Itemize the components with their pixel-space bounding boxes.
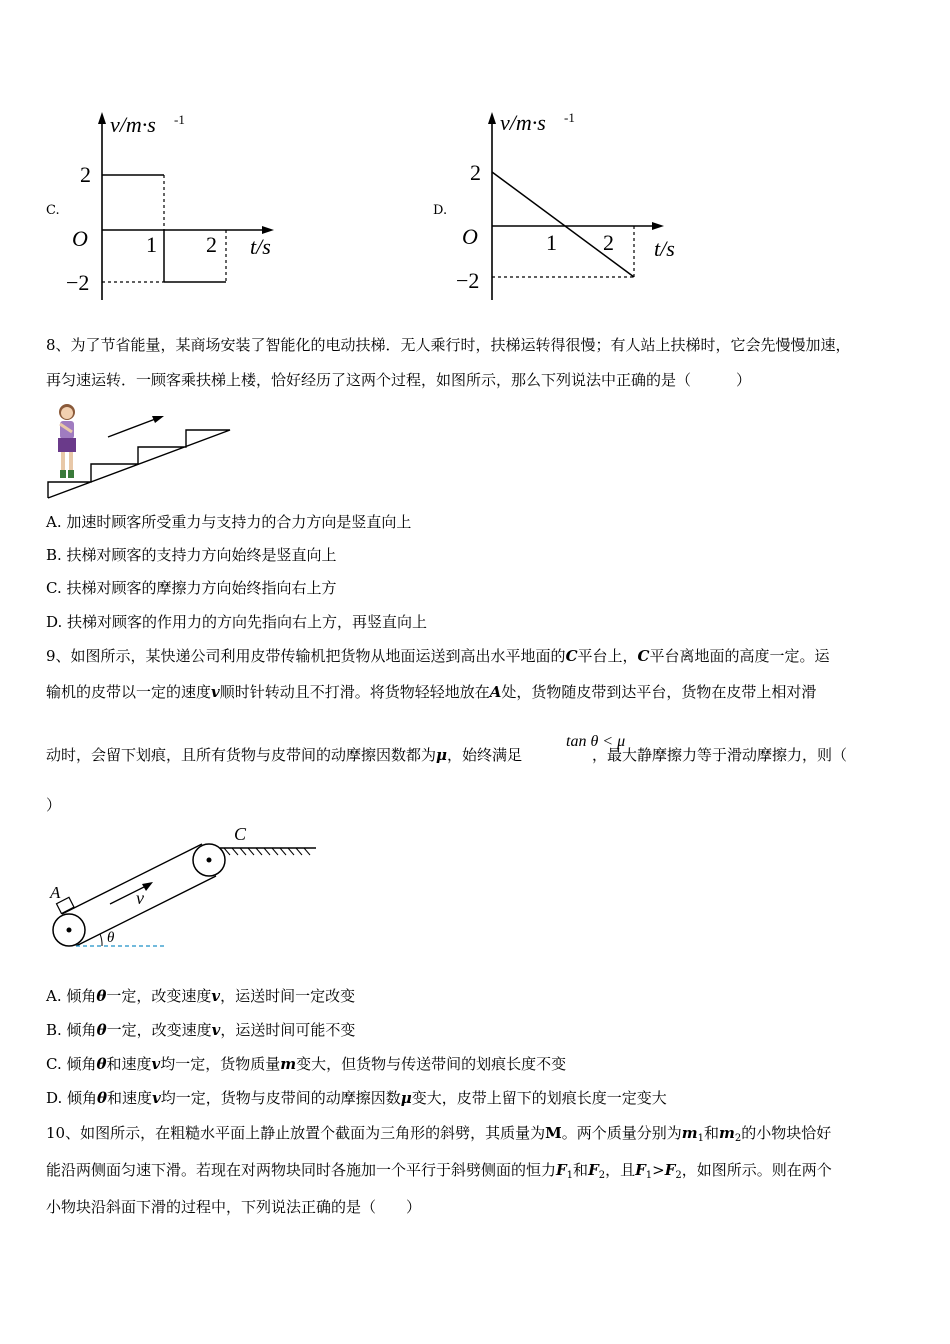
lower-pulley-axle [67,928,72,933]
tick-y-neg: −2 [66,270,90,295]
q8-line2: 再匀速运转．一顾客乘扶梯上楼，恰好经历了这两个过程，如图所示，那么下列说法中正确的是（ ） [46,371,752,389]
y-axis-label: v/m·s [500,110,546,135]
q10-line3: 小物块沿斜面下滑的过程中，下列说法正确的是（ ） [46,1198,422,1216]
option-d-label: D. [433,203,448,218]
q9-option-b: B. 倾角θ一定，改变速度v，运送时间可能不变 [46,1021,356,1039]
q9-option-d: D. 倾角θ和速度v均一定，货物与皮带间的动摩擦因数μ变大，皮带上留下的划痕长度一定变大 [46,1089,667,1107]
customer-figure [58,404,76,478]
tick-y-pos: 2 [470,160,481,185]
upper-pulley-axle [207,858,212,863]
label-theta: θ [107,930,115,946]
decreasing-line [492,172,634,277]
y-axis-exponent: -1 [564,110,575,125]
q9-line4: ） [46,796,62,814]
x-axis-arrow [262,226,274,234]
q8-line1: 8、为了节省能量，某商场安装了智能化的电动扶梯．无人乘行时，扶梯运转得很慢；有人站上扶梯时，它会先慢慢加速， [46,336,851,354]
conveyor-figure [40,822,330,952]
x-axis-label: t/s [250,234,271,259]
tick-y-pos: 2 [80,162,91,187]
x-axis-arrow [652,222,664,230]
q9-option-c: C. 倾角θ和速度v均一定，货物质量m变大，但货物与传送带间的划痕长度不变 [46,1055,567,1073]
label-c: C [234,824,247,844]
y-axis-exponent: -1 [174,112,185,127]
q9-line1: 9、如图所示，某快递公司利用皮带传输机把货物从地面运送到高出水平地面的C平台上，C平台离地面的高度一定。运 [46,647,830,665]
q10-line2: 能沿两侧面匀速下滑。若现在对两物块同时各施加一个平行于斜劈侧面的恒力$F_1$和$F_2$，且$F_1>F_2$，如图所示。则在两个 [46,1161,832,1181]
graph-c [60,100,290,310]
origin-label: O [72,226,88,251]
tick-x1: 1 [546,230,557,255]
motion-arrowhead [152,416,164,423]
q9-line2: 输机的皮带以一定的速度v顺时针转动且不打滑。将货物轻轻地放在A处，货物随皮带到达平台，货物在皮带上相对滑 [46,683,817,701]
q8-option-c: C. 扶梯对顾客的摩擦力方向始终指向右上方 [46,579,337,597]
belt-top [62,844,202,914]
platform-hatch [224,848,310,855]
q8-option-a: A. 加速时顾客所受重力与支持力的合力方向是竖直向上 [46,513,412,531]
y-axis-label: v/m·s [110,112,156,137]
label-v: v [136,888,144,908]
option-c-label: C. [46,203,60,218]
graph-d [450,100,690,310]
q9-option-a: A. 倾角θ一定，改变速度v，运送时间一定改变 [46,987,356,1005]
angle-arc [100,934,102,946]
q9-line3: 动时，会留下划痕，且所有货物与皮带间的动摩擦因数都为μ，始终满足 ，最大静摩擦力等于滑动摩擦力，则（ [46,746,848,764]
q8-option-b: B. 扶梯对顾客的支持力方向始终是竖直向上 [46,546,337,564]
y-axis-arrow [488,112,496,124]
y-axis-arrow [98,112,106,124]
q9-formula: tan θ < μ [566,733,626,750]
tick-y-neg: −2 [456,268,480,293]
label-a: A [50,883,61,902]
q8-option-d: D. 扶梯对顾客的作用力的方向先指向右上方，再竖直向上 [46,613,428,631]
x-axis-label: t/s [654,236,675,261]
tick-x2: 2 [603,230,614,255]
escalator-figure [46,402,236,502]
tick-x2: 2 [206,232,217,257]
origin-label: O [462,224,478,249]
motion-arrow [108,418,158,437]
tick-x1: 1 [146,232,157,257]
q10-line1: 10、如图所示，在粗糙水平面上静止放置个截面为三角形的斜劈，其质量为M。两个质量分别为$m_1$和$m_2$的小物块恰好 [46,1124,832,1144]
